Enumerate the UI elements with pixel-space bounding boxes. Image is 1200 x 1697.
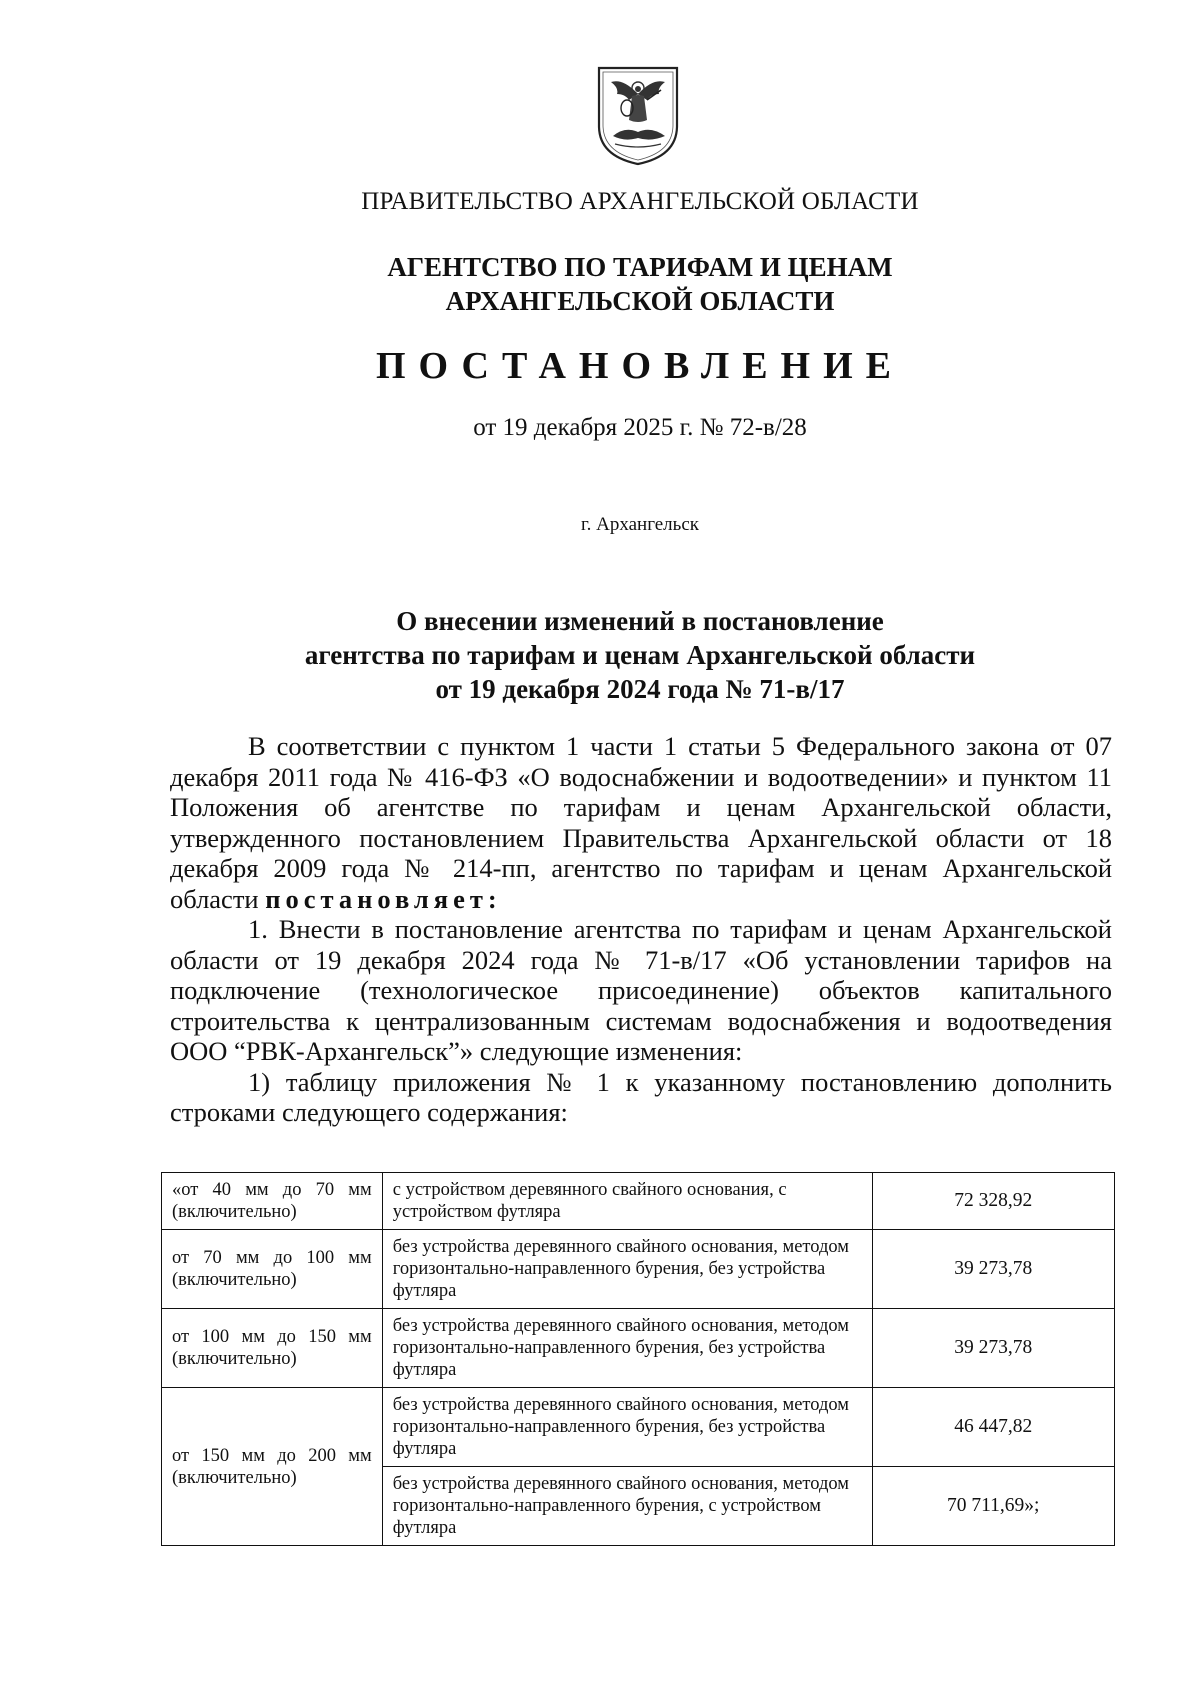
arkhangelsk-coat-of-arms-icon xyxy=(595,64,681,166)
document-date-number: от 19 декабря 2025 г. № 72-в/28 xyxy=(473,414,807,441)
tariff-value-cell: 46 447,82 xyxy=(872,1388,1114,1467)
document-title xyxy=(0,604,1200,706)
table-row xyxy=(162,1309,1115,1388)
table-row xyxy=(162,1230,1115,1309)
tariff-value-cell: 39 273,78 xyxy=(872,1309,1114,1388)
body-paragraph xyxy=(170,731,1112,914)
description-cell: с устройством деревянного свайного основания, с устройством футляра xyxy=(382,1173,872,1230)
agency-heading-line: АГЕНТСТВО ПО ТАРИФАМ И ЦЕНАМ xyxy=(387,252,893,282)
government-heading: ПРАВИТЕЛЬСТВО АРХАНГЕЛЬСКОЙ ОБЛАСТИ xyxy=(361,188,919,215)
document-title-line: О внесении изменений в постановление xyxy=(396,606,884,636)
document-body xyxy=(170,731,1112,1128)
description-cell: без устройства деревянного свайного основания, методом горизонтально-направленного бурения, без устройства футляра xyxy=(382,1230,872,1309)
tariff-value-cell: 70 711,69»; xyxy=(872,1467,1114,1546)
body-paragraph: 1. Внести в постановление агентства по тарифам и ценам Архангельской области от 19 декабря 2024 года № 71-в/17 «Об установлении тарифов на подключение (технологическое присоединение) объектов капитального строительства к централизованным системам водоснабжения и водоотведения ООО “РВК-Архангельск”» следующие изменения: xyxy=(170,914,1112,1066)
document-type: ПОСТАНОВЛЕНИЕ xyxy=(375,345,905,387)
table-row xyxy=(162,1388,1115,1467)
agency-heading xyxy=(0,250,1200,318)
document-city: г. Архангельск xyxy=(580,514,699,535)
document-title-line: от 19 декабря 2024 года № 71-в/17 xyxy=(435,674,845,704)
tariff-table xyxy=(161,1172,1115,1546)
tariff-value-cell: 72 328,92 xyxy=(872,1173,1114,1230)
body-paragraph: 1) таблицу приложения № 1 к указанному постановлению дополнить строками следующего содержания: xyxy=(170,1066,1112,1127)
description-cell: без устройства деревянного свайного основания, методом горизонтально-направленного бурения, без устройства футляра xyxy=(382,1388,872,1467)
description-cell: без устройства деревянного свайного основания, методом горизонтально-направленного бурения, без устройства футляра xyxy=(382,1309,872,1388)
diameter-cell: от 70 мм до 100 мм (включительно) xyxy=(162,1230,383,1309)
diameter-cell: от 100 мм до 150 мм (включительно) xyxy=(162,1309,383,1388)
document-title-line: агентства по тарифам и ценам Архангельской области xyxy=(304,640,976,670)
description-cell: без устройства деревянного свайного основания, методом горизонтально-направленного бурения, с устройством футляра xyxy=(382,1467,872,1546)
tariff-value-cell: 39 273,78 xyxy=(872,1230,1114,1309)
body-paragraph-text: В соответствии с пунктом 1 части 1 статьи 5 Федерального закона от 07 декабря 2011 года № 416-ФЗ «О водоснабжении и водоотведении» и пунктом 11 Положения об агентстве по тарифам и ценам Архангельской области, утвержденного постановлением Правительства Архангельской области от 18 декабря 2009 года № 214-пп, агентство по тарифам и ценам Архангельской области xyxy=(170,731,1112,914)
agency-heading-line: АРХАНГЕЛЬСКОЙ ОБЛАСТИ xyxy=(445,286,835,316)
body-resolution-keyword: постановляет: xyxy=(265,883,502,914)
diameter-cell: «от 40 мм до 70 мм (включительно) xyxy=(162,1173,383,1230)
table-row xyxy=(162,1173,1115,1230)
diameter-cell: от 150 мм до 200 мм (включительно) xyxy=(162,1388,383,1546)
